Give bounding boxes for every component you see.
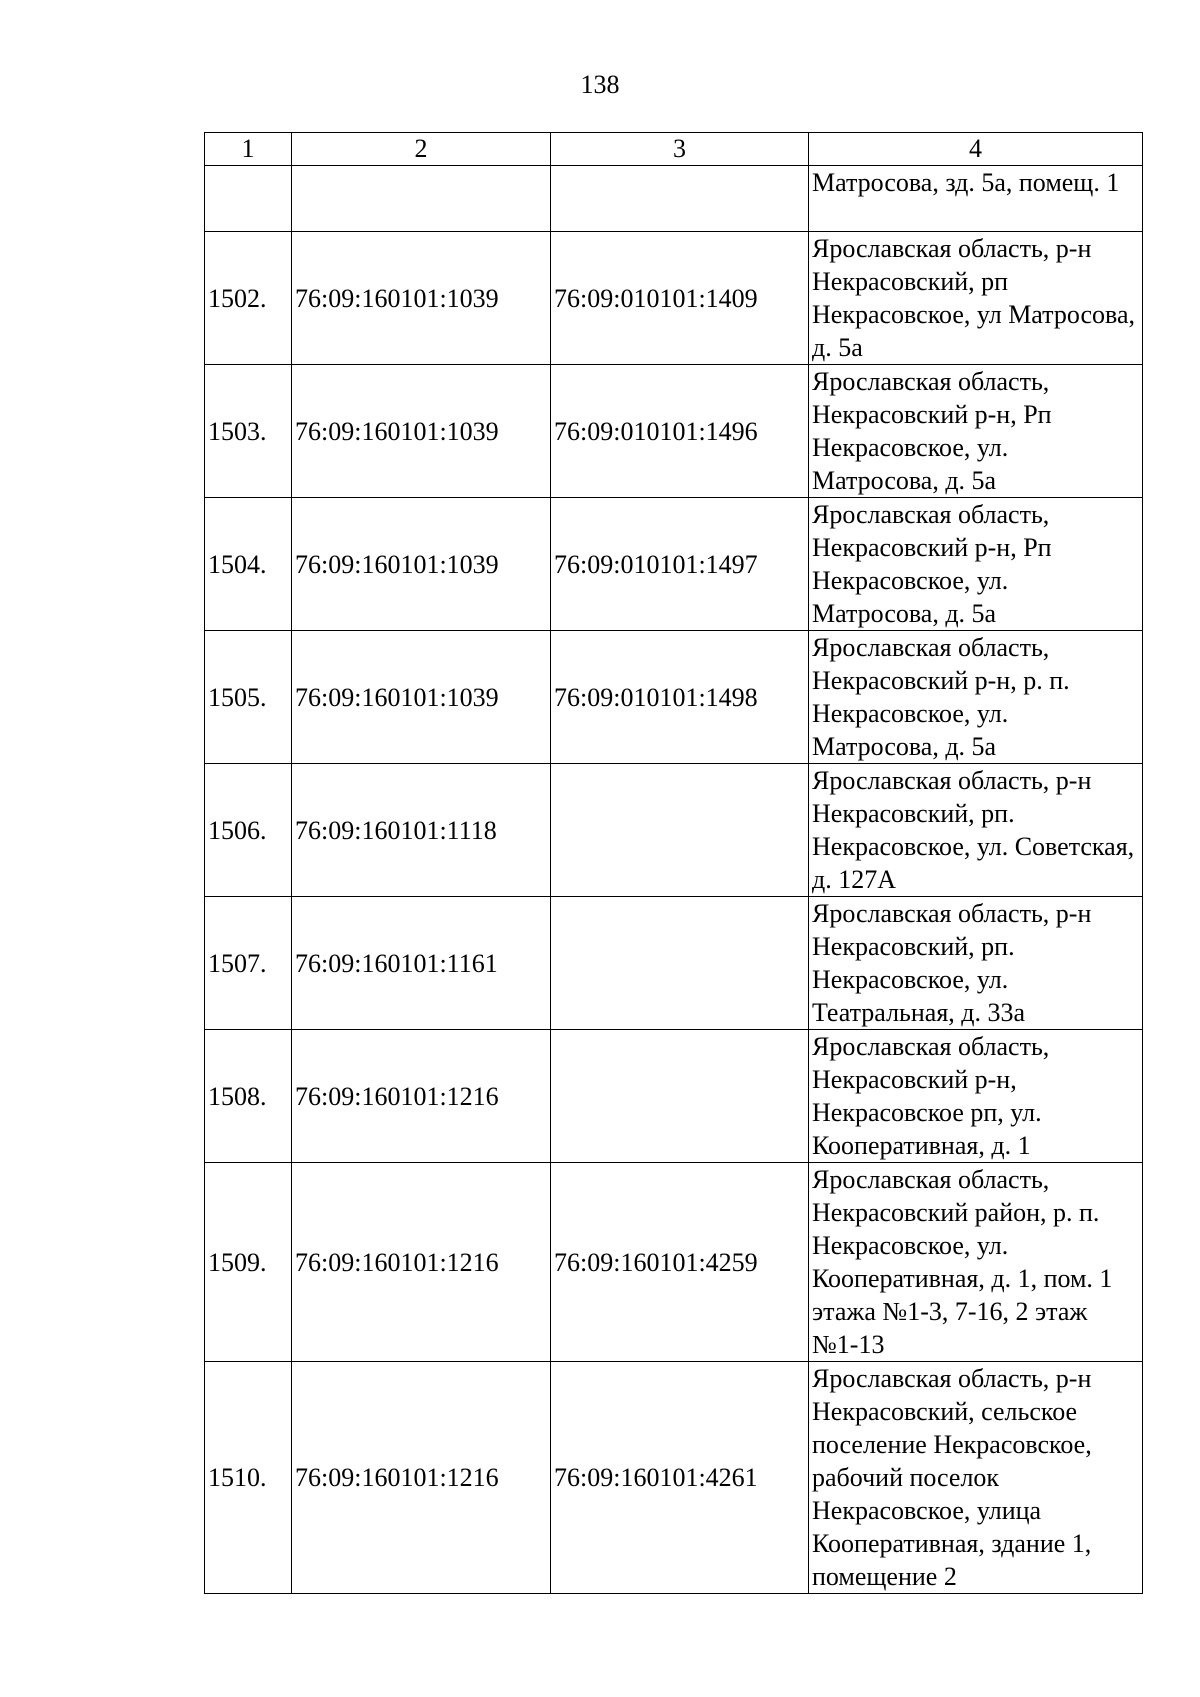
table-row [205, 631, 1143, 764]
cadastral-number-land: 76:09:160101:1039 [292, 498, 551, 631]
table-row [205, 498, 1143, 631]
address: Ярославская область, Некрасовский район, р. п. Некрасовское, ул. Кооперативная, д. 1, пом. 1 этажа №1-3, 7-16, 2 этаж №1-13 [809, 1163, 1143, 1362]
cadastral-number-object: 76:09:010101:1497 [551, 498, 809, 631]
cadastral-number-land: 76:09:160101:1118 [292, 764, 551, 897]
row-number: 1503. [205, 365, 292, 498]
cadastral-number-land: 76:09:160101:1039 [292, 631, 551, 764]
column-header-3: 3 [551, 133, 809, 166]
column-number-row [205, 133, 1143, 166]
address: Ярославская область, р-н Некрасовский, рп. Некрасовское, ул. Театральная, д. 33а [809, 897, 1143, 1030]
cadastral-number-object [551, 764, 809, 897]
table-row [205, 1030, 1143, 1163]
cadastral-number-object: 76:09:160101:4261 [551, 1362, 809, 1594]
address: Ярославская область, Некрасовский р-н, р. п. Некрасовское, ул. Матросова, д. 5а [809, 631, 1143, 764]
cadastral-number-land: 76:09:160101:1039 [292, 365, 551, 498]
column-header-4: 4 [809, 133, 1143, 166]
cadastral-number-object: 76:09:160101:4259 [551, 1163, 809, 1362]
column-header-1: 1 [205, 133, 292, 166]
cadastral-number-object [551, 1030, 809, 1163]
table-row [205, 232, 1143, 365]
address: Ярославская область, р-н Некрасовский, рп. Некрасовское, ул. Советская, д. 127А [809, 764, 1143, 897]
registry-table [204, 132, 1143, 1594]
row-number [205, 166, 292, 232]
row-number: 1505. [205, 631, 292, 764]
table-row [205, 365, 1143, 498]
row-number: 1509. [205, 1163, 292, 1362]
cadastral-number-object: 76:09:010101:1498 [551, 631, 809, 764]
cadastral-number-land: 76:09:160101:1039 [292, 232, 551, 365]
table-row [205, 897, 1143, 1030]
cadastral-number-object [551, 166, 809, 232]
row-number: 1510. [205, 1362, 292, 1594]
address: Ярославская область, Некрасовский р-н, Рп Некрасовское, ул. Матросова, д. 5а [809, 365, 1143, 498]
table-row [205, 166, 1143, 232]
page-number: 138 [580, 70, 620, 99]
cadastral-number-object: 76:09:010101:1496 [551, 365, 809, 498]
cadastral-number-land: 76:09:160101:1216 [292, 1362, 551, 1594]
table-row [205, 1362, 1143, 1594]
cadastral-number-object [551, 897, 809, 1030]
address: Матросова, зд. 5а, помещ. 1 [809, 166, 1143, 232]
cadastral-number-land: 76:09:160101:1216 [292, 1163, 551, 1362]
row-number: 1504. [205, 498, 292, 631]
address: Ярославская область, Некрасовский р-н, Рп Некрасовское, ул. Матросова, д. 5а [809, 498, 1143, 631]
cadastral-number-land: 76:09:160101:1216 [292, 1030, 551, 1163]
row-number: 1507. [205, 897, 292, 1030]
address: Ярославская область, р-н Некрасовский, рп Некрасовское, ул Матросова, д. 5а [809, 232, 1143, 365]
cadastral-number-land: 76:09:160101:1161 [292, 897, 551, 1030]
row-number: 1506. [205, 764, 292, 897]
row-number: 1502. [205, 232, 292, 365]
cadastral-number-object: 76:09:010101:1409 [551, 232, 809, 365]
cadastral-number-land [292, 166, 551, 232]
table-row [205, 1163, 1143, 1362]
address: Ярославская область, р-н Некрасовский, сельское поселение Некрасовское, рабочий поселок Некрасовское, улица Кооперативная, здание 1, помещение 2 [809, 1362, 1143, 1594]
address: Ярославская область, Некрасовский р-н, Некрасовское рп, ул. Кооперативная, д. 1 [809, 1030, 1143, 1163]
row-number: 1508. [205, 1030, 292, 1163]
table-row [205, 764, 1143, 897]
column-header-2: 2 [292, 133, 551, 166]
